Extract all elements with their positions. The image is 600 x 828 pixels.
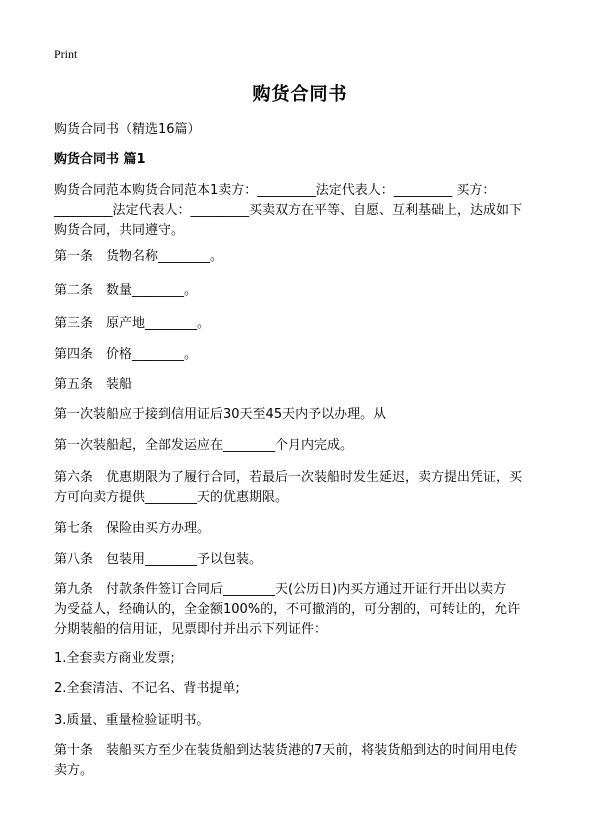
list-item: 1.全套卖方商业发票; <box>54 651 175 666</box>
intro-line-2: _________法定代表人：_________买卖双方在平等、自愿、互利基础上，达成如下 <box>54 203 523 218</box>
article-5: 第五条 装船 <box>54 377 133 392</box>
article-9-line-2: 为受益人，经确认的，全金额100%的，不可撤消的，可分割的，可转让的，允许 <box>54 602 521 617</box>
article-4: 第四条 价格________。 <box>54 347 198 362</box>
article-6-line-2: 方可向卖方提供________天的优惠期限。 <box>54 490 289 505</box>
shipping-line-2: 第一次装船起，全部发运应在________个月内完成。 <box>54 438 354 453</box>
print-link[interactable]: Print <box>54 47 78 61</box>
article-7: 第七条 保险由买方办理。 <box>54 521 211 536</box>
article-10-line-2: 卖方。 <box>54 763 94 778</box>
article-6-line-1: 第六条 优惠期限为了履行合同，若最后一次装船时发生延迟，卖方提出凭证，买 <box>54 470 523 485</box>
article-10-line-1: 第十条 装船买方至少在装货船到达装货港的7天前，将装货船到达的时间用电传 <box>54 743 518 758</box>
intro-line-3: 购货合同，共同遵守。 <box>54 223 185 238</box>
shipping-line-1: 第一次装船应于接到信用证后30天至45天内予以办理。从 <box>54 407 387 422</box>
article-3: 第三条 原产地________。 <box>54 316 211 331</box>
section-heading: 购货合同书 篇1 <box>54 152 146 167</box>
article-9-line-1: 第九条 付款条件签订合同后________天(公历日)内买方通过开证行开出以卖方 <box>54 582 507 597</box>
article-9-line-3: 分期装船的信用证，见票即付并出示下列证件： <box>54 622 328 637</box>
list-item: 2.全套清洁、不记名、背书提单; <box>54 681 240 696</box>
document-title: 购货合同书 <box>252 84 348 105</box>
article-8: 第八条 包装用________予以包装。 <box>54 552 263 567</box>
intro-line-1: 购货合同范本购货合同范本1卖方：_________法定代表人：_________ 买方： <box>54 183 496 198</box>
list-item: 3.质量、重量检验证明书。 <box>54 713 210 728</box>
document-subtitle: 购货合同书（精选16篇） <box>54 122 201 137</box>
article-1: 第一条 货物名称________。 <box>54 249 224 264</box>
article-2: 第二条 数量________。 <box>54 283 198 298</box>
